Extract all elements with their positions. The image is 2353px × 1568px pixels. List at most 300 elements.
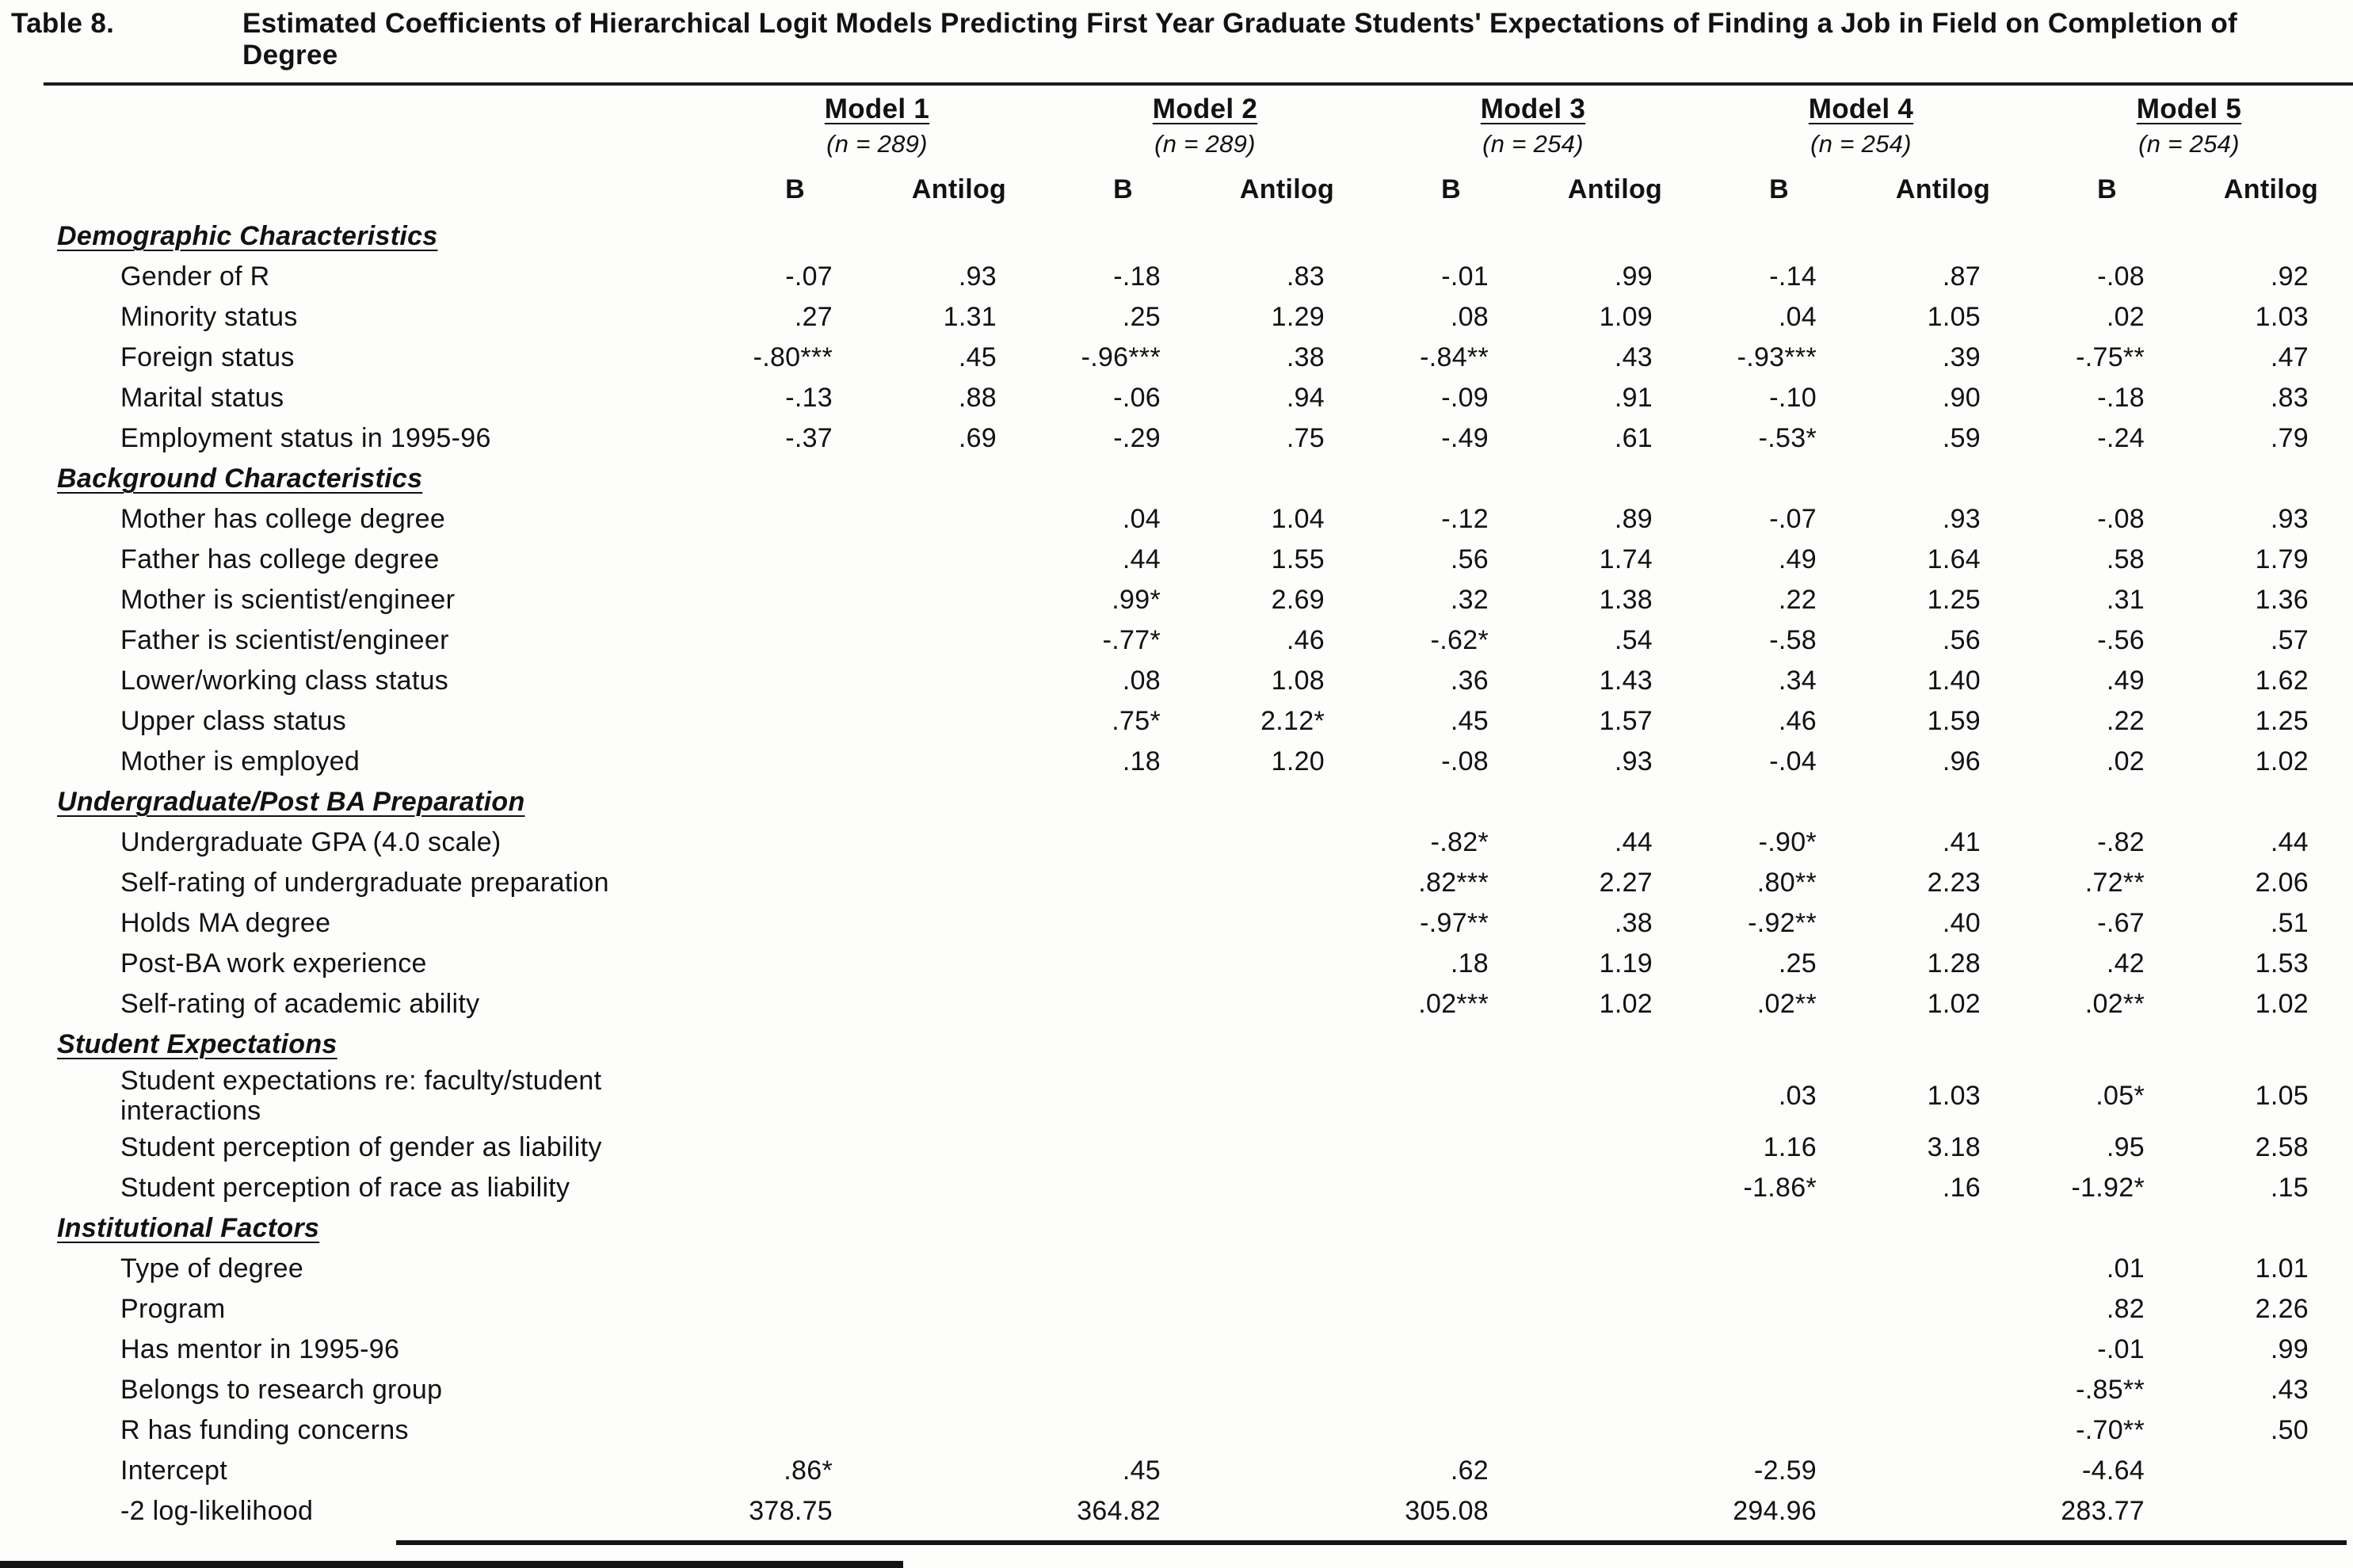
col-header-antilog: Antilog <box>1895 174 1991 204</box>
cell-value <box>1369 1167 1533 1207</box>
cell-value: .58 <box>2106 544 2145 575</box>
cell-value: .45 <box>1122 1455 1161 1486</box>
cell-value <box>877 1450 1041 1490</box>
cell-value: 1.25 <box>2255 706 2309 737</box>
table-row <box>0 378 2353 418</box>
cell-value: -.93*** <box>1737 342 1817 373</box>
cell-value <box>877 1167 1041 1207</box>
table-row <box>0 257 2353 297</box>
model-header <box>1369 89 1697 158</box>
cell-value: .83 <box>2270 383 2309 414</box>
col-header-antilog: Antilog <box>911 174 1007 204</box>
cell-value <box>1041 944 1205 984</box>
cell-value <box>1533 1127 1697 1167</box>
cell-value: 1.19 <box>1599 948 1653 979</box>
cell-value: 1.62 <box>2255 666 2309 696</box>
section-header-row <box>0 459 2353 499</box>
row-label: Mother is employed <box>120 746 360 777</box>
cell-value: -.82* <box>1430 827 1489 858</box>
cell-value <box>1205 1369 1369 1410</box>
cell-value: .01 <box>2106 1253 2145 1284</box>
cell-value: .25 <box>1122 302 1161 333</box>
cell-value <box>1041 1329 1205 1369</box>
section-title: Student Expectations <box>57 1029 338 1060</box>
table-row <box>0 1450 2353 1490</box>
row-label: Undergraduate GPA (4.0 scale) <box>120 827 501 858</box>
cell-value <box>1041 1065 1205 1127</box>
cell-value: .38 <box>1286 342 1325 373</box>
cell-value <box>877 580 1041 620</box>
cell-value: 305.08 <box>1405 1495 1489 1526</box>
cell-value: -.62* <box>1430 625 1489 656</box>
table-row <box>0 338 2353 378</box>
cell-value <box>877 620 1041 661</box>
cell-value: .18 <box>1122 746 1161 777</box>
model-name: Model 1 <box>824 93 930 124</box>
section-header-cell <box>0 216 2353 257</box>
cell-value: .43 <box>2270 1374 2309 1405</box>
cell-value: .99* <box>1112 585 1161 616</box>
model-sample-size: (n = 254) <box>1482 130 1584 158</box>
col-header-b: B <box>1441 174 1461 204</box>
row-label: Intercept <box>120 1455 227 1486</box>
cell-value <box>1041 1248 1205 1288</box>
cell-value: -.07 <box>785 261 833 292</box>
cell-value <box>713 499 877 540</box>
cell-value <box>1861 1369 2025 1410</box>
cell-value: -.13 <box>785 383 833 414</box>
cell-value <box>877 1248 1041 1288</box>
cell-value: 1.03 <box>2255 302 2309 333</box>
cell-value: 2.27 <box>1599 868 1653 898</box>
cell-value: 2.06 <box>2255 868 2309 898</box>
model-header <box>2025 89 2353 158</box>
cell-value <box>877 1288 1041 1329</box>
cell-value: .22 <box>1778 585 1817 616</box>
cell-value: -.07 <box>1769 504 1817 535</box>
cell-value: -.01 <box>2097 1333 2145 1364</box>
cell-value <box>877 1065 1041 1127</box>
row-label: Has mentor in 1995-96 <box>120 1333 400 1364</box>
scan-edge-artifact <box>0 1561 903 1568</box>
cell-value: -.10 <box>1769 383 1817 414</box>
cell-value <box>1533 1288 1697 1329</box>
cell-value <box>1041 1127 1205 1167</box>
cell-value: .93 <box>958 261 997 292</box>
cell-value: -.08 <box>1441 746 1489 777</box>
model-sample-size: (n = 289) <box>1154 130 1256 158</box>
cell-value: .89 <box>1614 504 1653 535</box>
row-label: R has funding concerns <box>120 1414 409 1445</box>
cell-value: 1.02 <box>1927 989 1981 1020</box>
cell-value: -.82 <box>2097 827 2145 858</box>
section-header-row <box>0 216 2353 257</box>
table-row <box>0 1490 2353 1531</box>
cell-value: 378.75 <box>749 1495 833 1526</box>
cell-value: 1.04 <box>1271 504 1325 535</box>
cell-value <box>1861 1490 2025 1531</box>
cell-value: 2.69 <box>1271 585 1325 616</box>
section-header-row <box>0 1024 2353 1065</box>
row-label: Gender of R <box>120 261 270 292</box>
row-label: Upper class status <box>120 706 347 737</box>
cell-value: 1.03 <box>1927 1081 1981 1112</box>
col-header-b: B <box>1113 174 1133 204</box>
cell-value: -2.59 <box>1754 1455 1817 1486</box>
cell-value <box>1205 1450 1369 1490</box>
table-row <box>0 1369 2353 1410</box>
row-label: Minority status <box>120 302 298 333</box>
cell-value <box>1205 1167 1369 1207</box>
cell-value <box>877 1127 1041 1167</box>
section-title: Institutional Factors <box>57 1212 320 1243</box>
table-row <box>0 1329 2353 1369</box>
cell-value <box>2189 1450 2353 1490</box>
cell-value <box>1205 1288 1369 1329</box>
cell-value: .96 <box>1942 746 1981 777</box>
cell-value: -1.86* <box>1743 1172 1817 1203</box>
cell-value: .08 <box>1122 666 1161 696</box>
cell-value: -.53* <box>1758 423 1817 454</box>
cell-value <box>877 984 1041 1024</box>
col-header-antilog: Antilog <box>1239 174 1335 204</box>
cell-value: -.01 <box>1441 261 1489 292</box>
row-label: Father is scientist/engineer <box>120 625 449 656</box>
cell-value <box>1041 1410 1205 1450</box>
cell-value: .40 <box>1942 908 1981 939</box>
section-header-cell <box>0 782 2353 822</box>
model-sample-size: (n = 254) <box>2138 130 2240 158</box>
table-row <box>0 863 2353 903</box>
cell-value: -.96*** <box>1081 342 1161 373</box>
cell-value: .80** <box>1756 868 1817 898</box>
row-label: Student expectations re: faculty/student interactions <box>120 1066 602 1127</box>
section-header-cell <box>0 1024 2353 1065</box>
label-column-spacer <box>0 158 713 216</box>
cell-value: .94 <box>1286 383 1325 414</box>
cell-value: -.67 <box>2097 908 2145 939</box>
cell-value <box>1533 1490 1697 1531</box>
cell-value: .36 <box>1450 666 1489 696</box>
cell-value <box>1533 1167 1697 1207</box>
cell-value: .38 <box>1614 908 1653 939</box>
cell-value <box>713 540 877 580</box>
table-row <box>0 580 2353 620</box>
table-row <box>0 701 2353 742</box>
cell-value: .75 <box>1286 423 1325 454</box>
cell-value <box>1041 1167 1205 1207</box>
cell-value: -.97** <box>1420 908 1489 939</box>
cell-value <box>1205 1065 1369 1127</box>
cell-value: .99 <box>1614 261 1653 292</box>
cell-value <box>1041 822 1205 863</box>
cell-value: .79 <box>2270 423 2309 454</box>
cell-value: .16 <box>1942 1172 1981 1203</box>
cell-value: .41 <box>1942 827 1981 858</box>
cell-value <box>877 1410 1041 1450</box>
col-header-b: B <box>785 174 805 204</box>
cell-value <box>713 742 877 782</box>
table-row <box>0 418 2353 459</box>
cell-value: .04 <box>1778 302 1817 333</box>
cell-value: -.70** <box>2076 1414 2145 1445</box>
table-row <box>0 1065 2353 1127</box>
cell-value: 1.79 <box>2255 544 2309 575</box>
cell-value <box>877 540 1041 580</box>
cell-value <box>1697 1410 1861 1450</box>
row-label: Program <box>120 1293 226 1324</box>
row-label: Foreign status <box>120 342 295 373</box>
cell-value <box>877 903 1041 944</box>
section-title: Demographic Characteristics <box>57 221 438 252</box>
table-row <box>0 540 2353 580</box>
cell-value <box>877 1490 1041 1531</box>
cell-value: -.80*** <box>753 342 833 373</box>
cell-value: -.18 <box>2097 383 2145 414</box>
cell-value: .87 <box>1942 261 1981 292</box>
cell-value <box>1697 1248 1861 1288</box>
row-label: Employment status in 1995-96 <box>120 423 491 454</box>
cell-value <box>713 903 877 944</box>
cell-value: 1.57 <box>1599 706 1653 737</box>
cell-value: -.85** <box>2076 1374 2145 1405</box>
cell-value: 283.77 <box>2061 1495 2145 1526</box>
cell-value <box>1533 1065 1697 1127</box>
cell-value: 294.96 <box>1733 1495 1817 1526</box>
table-row <box>0 1127 2353 1167</box>
col-header-antilog: Antilog <box>2223 174 2319 204</box>
cell-value: 2.12* <box>1260 706 1325 737</box>
cell-value: -1.92* <box>2071 1172 2145 1203</box>
cell-value: .02*** <box>1418 989 1489 1020</box>
cell-value <box>713 1329 877 1369</box>
cell-value <box>1205 1329 1369 1369</box>
cell-value: -.06 <box>1113 383 1161 414</box>
cell-value: 1.25 <box>1927 585 1981 616</box>
cell-value <box>1697 1288 1861 1329</box>
cell-value: .93 <box>2270 504 2309 535</box>
cell-value <box>1205 944 1369 984</box>
table-row <box>0 984 2353 1024</box>
cell-value: .69 <box>958 423 997 454</box>
cell-value: .72** <box>2084 868 2145 898</box>
cell-value: .62 <box>1450 1455 1489 1486</box>
table-row <box>0 903 2353 944</box>
cell-value <box>1041 863 1205 903</box>
cell-value: .49 <box>1778 544 1817 575</box>
cell-value: -.90* <box>1758 827 1817 858</box>
cell-value: .95 <box>2106 1131 2145 1162</box>
cell-value <box>1369 1065 1533 1127</box>
cell-value: .45 <box>958 342 997 373</box>
coefficients-table <box>0 89 2353 1531</box>
cell-value: 1.53 <box>2255 948 2309 979</box>
model-sample-size: (n = 254) <box>1810 130 1912 158</box>
cell-value <box>1861 1248 2025 1288</box>
table-row <box>0 297 2353 338</box>
cell-value: 1.29 <box>1271 302 1325 333</box>
cell-value: .39 <box>1942 342 1981 373</box>
cell-value <box>1205 822 1369 863</box>
cell-value <box>1533 1450 1697 1490</box>
cell-value <box>1369 1329 1533 1369</box>
cell-value <box>877 661 1041 701</box>
cell-value: .44 <box>1614 827 1653 858</box>
cell-value <box>713 1410 877 1450</box>
cell-value <box>1369 1369 1533 1410</box>
cell-value: -.56 <box>2097 625 2145 656</box>
cell-value: 1.05 <box>2255 1081 2309 1112</box>
cell-value: .88 <box>958 383 997 414</box>
cell-value <box>713 984 877 1024</box>
cell-value <box>1205 1127 1369 1167</box>
model-name-row <box>0 89 2353 158</box>
cell-value: 3.18 <box>1927 1131 1981 1162</box>
cell-value <box>877 1329 1041 1369</box>
table-label: Table 8. <box>11 8 115 39</box>
cell-value: 1.38 <box>1599 585 1653 616</box>
cell-value: 1.20 <box>1271 746 1325 777</box>
cell-value <box>877 944 1041 984</box>
cell-value: 1.55 <box>1271 544 1325 575</box>
cell-value <box>713 1248 877 1288</box>
cell-value: .44 <box>2270 827 2309 858</box>
cell-value <box>1369 1248 1533 1288</box>
cell-value: .27 <box>794 302 833 333</box>
cell-value: .32 <box>1450 585 1489 616</box>
col-header-b: B <box>2097 174 2117 204</box>
cell-value: -.29 <box>1113 423 1161 454</box>
row-label: Mother is scientist/engineer <box>120 585 456 616</box>
bottom-rule <box>396 1540 2347 1545</box>
cell-value: .93 <box>1942 504 1981 535</box>
cell-value <box>713 1288 877 1329</box>
cell-value <box>1697 1369 1861 1410</box>
cell-value <box>1041 1369 1205 1410</box>
cell-value: -.04 <box>1769 746 1817 777</box>
cell-value: .18 <box>1450 948 1489 979</box>
section-header-row <box>0 782 2353 822</box>
cell-value: -.14 <box>1769 261 1817 292</box>
top-rule <box>44 82 2353 86</box>
cell-value: 1.08 <box>1271 666 1325 696</box>
cell-value: -.84** <box>1420 342 1489 373</box>
row-label: Post-BA work experience <box>120 948 427 979</box>
cell-value: .02 <box>2106 302 2145 333</box>
cell-value: .90 <box>1942 383 1981 414</box>
cell-value: .45 <box>1450 706 1489 737</box>
cell-value <box>1369 1410 1533 1450</box>
cell-value: -.77* <box>1102 625 1161 656</box>
cell-value <box>877 1369 1041 1410</box>
cell-value <box>877 499 1041 540</box>
cell-value: 1.16 <box>1763 1131 1817 1162</box>
cell-value: .47 <box>2270 342 2309 373</box>
model-sample-size: (n = 289) <box>826 130 928 158</box>
cell-value: .50 <box>2270 1414 2309 1445</box>
cell-value <box>1205 1248 1369 1288</box>
cell-value: 1.43 <box>1599 666 1653 696</box>
table-row <box>0 742 2353 782</box>
cell-value: .61 <box>1614 423 1653 454</box>
table-row <box>0 1167 2353 1207</box>
table-body <box>0 216 2353 1531</box>
cell-value: .51 <box>2270 908 2309 939</box>
cell-value: .99 <box>2270 1333 2309 1364</box>
cell-value: 1.40 <box>1927 666 1981 696</box>
cell-value: 364.82 <box>1077 1495 1161 1526</box>
cell-value <box>713 661 877 701</box>
cell-value <box>713 863 877 903</box>
cell-value: .05* <box>2096 1081 2145 1112</box>
row-label: Self-rating of undergraduate preparation <box>120 868 609 898</box>
cell-value <box>1205 1490 1369 1531</box>
row-label: Father has college degree <box>120 544 440 575</box>
cell-value: .46 <box>1778 706 1817 737</box>
row-label: Type of degree <box>120 1253 304 1284</box>
section-header-row <box>0 1207 2353 1248</box>
cell-value <box>877 701 1041 742</box>
cell-value: -.75** <box>2076 342 2145 373</box>
cell-value: .82 <box>2106 1293 2145 1324</box>
cell-value: -.12 <box>1441 504 1489 535</box>
cell-value: 1.64 <box>1927 544 1981 575</box>
row-label: Marital status <box>120 383 284 414</box>
cell-value <box>713 822 877 863</box>
cell-value: -.49 <box>1441 423 1489 454</box>
cell-value: .02** <box>1756 989 1817 1020</box>
cell-value <box>877 822 1041 863</box>
cell-value: -.24 <box>2097 423 2145 454</box>
cell-value: .56 <box>1942 625 1981 656</box>
cell-value: .57 <box>2270 625 2309 656</box>
cell-value <box>1861 1450 2025 1490</box>
cell-value: -4.64 <box>2082 1455 2145 1486</box>
row-label: Student perception of gender as liability <box>120 1131 602 1162</box>
cell-value: 1.02 <box>2255 989 2309 1020</box>
col-header-b: B <box>1769 174 1789 204</box>
cell-value: -.09 <box>1441 383 1489 414</box>
cell-value: .03 <box>1778 1081 1817 1112</box>
page-title: Estimated Coefficients of Hierarchical Logit Models Predicting First Year Graduate Students' Expectations of Finding a Job in Field on Completion of Degree <box>242 8 2237 71</box>
cell-value: .08 <box>1450 302 1489 333</box>
cell-value <box>713 1167 877 1207</box>
cell-value: -.37 <box>785 423 833 454</box>
cell-value <box>1533 1329 1697 1369</box>
cell-value <box>713 1127 877 1167</box>
cell-value <box>877 863 1041 903</box>
cell-value: .75* <box>1112 706 1161 737</box>
row-label: Mother has college degree <box>120 504 446 535</box>
cell-value <box>1533 1248 1697 1288</box>
cell-value: -.18 <box>1113 261 1161 292</box>
cell-value: .02** <box>2084 989 2145 1020</box>
cell-value: .42 <box>2106 948 2145 979</box>
cell-value: .83 <box>1286 261 1325 292</box>
table-head <box>0 89 2353 216</box>
section-title: Undergraduate/Post BA Preparation <box>57 787 525 818</box>
cell-value: .91 <box>1614 383 1653 414</box>
cell-value: 1.02 <box>1599 989 1653 1020</box>
cell-value: .44 <box>1122 544 1161 575</box>
cell-value <box>713 944 877 984</box>
cell-value <box>1369 1288 1533 1329</box>
section-header-cell <box>0 459 2353 499</box>
model-header <box>713 89 1041 158</box>
cell-value: .31 <box>2106 585 2145 616</box>
cell-value <box>713 1065 877 1127</box>
cell-value: .15 <box>2270 1172 2309 1203</box>
